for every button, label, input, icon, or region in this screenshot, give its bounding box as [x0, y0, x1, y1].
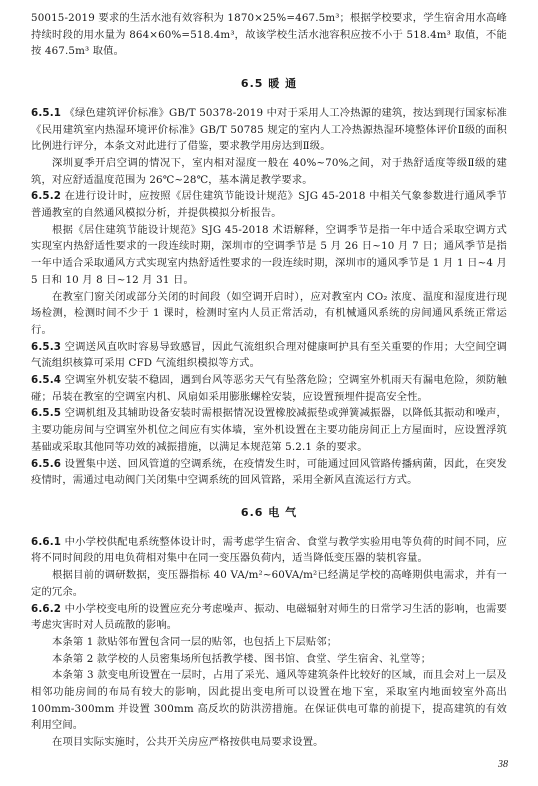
clause-6-6-2-para-5: 在项目实际实施时，公共开关房应严格按供电局要求设置。 — [52, 736, 324, 749]
clause-text: 中小学校供配电系统整体设计时，需考虑学生宿舍、食堂与教学实验用电等负荷的时间不同，应将不同时间段的用电负荷相对集中在同一变压器负荷内，适当降低变压器的装机容量。 — [31, 535, 507, 565]
clause-number: 6.5.5 — [31, 407, 62, 420]
clause-6-5-2-para-2: 根据《居住建筑节能设计规范》SJG 45-2018 术语解释，空调季节是指一年中适合采取空调方式实现室内热舒适性要求的一段连续时期，深圳市的空调季节是 5 月 26 日~10 月 7 日；通风季节是指一年中适合采取通风方式实现室内热舒适性要求的一段连续时期，深圳市的通风季节是 1 月 1 日~4 月 5 日和 10 月 8 日~12 月 31 日。 — [31, 223, 507, 286]
section-heading-electrical: 6.6 电 气 — [240, 505, 298, 519]
clause-number: 6.6.1 — [31, 535, 62, 548]
clause-text: 在进行设计时，应按照《居住建筑节能设计规范》SJG 45-2018 中相关气象参数进行通风季节普通教室的自然通风模拟分析，并提供模拟分析报告。 — [31, 190, 507, 220]
page-content — [31, 10, 507, 751]
clause-6-5-6 — [31, 456, 507, 489]
clause-text: 空调送风直吹时容易导致感冒，因此气流组织合理对健康呵护具有至关重要的作用；大空间空调气流组织核算可采用 CFD 气流组织模拟等方式。 — [31, 340, 507, 370]
clause-text: 空调室外机安装不稳固，遇到台风等恶劣天气有坠落危险；空调室外机雨天有漏电危险，须防触碰；吊装在教室的空调室内机、风扇如采用膨胀螺栓安装，应设置预埋件提高安全性。 — [31, 374, 507, 403]
clause-6-5-3 — [31, 339, 507, 372]
clause-number: 6.5.3 — [31, 340, 62, 353]
clause-text: 《绿色建筑评价标准》GB/T 50378-2019 中对于采用人工冷热源的建筑，按达到现行国家标准《民用建筑室内热湿环境评价标准》GB/T 50785 规定的室内人工冷热源热湿环境整体评价Ⅱ级的面积比例进行评分，本条文对此进行了借鉴，要求教学用房达到Ⅱ级。 — [31, 106, 507, 153]
clause-6-6-1-para-2: 根据目前的调研数据，变压器指标 40 VA/m²~60VA/m²已经满足学校的高峰期供电需求，并有一定的冗余。 — [31, 569, 507, 598]
clause-6-5-1-para-2: 深圳夏季开启空调的情况下，室内相对湿度一般在 40%~70%之间，对于热舒适度等级Ⅱ级的建筑，对应舒适温度范围为 26℃~28℃，基本满足教学要求。 — [31, 156, 507, 186]
clause-number: 6.5.1 — [31, 106, 62, 119]
clause-text: 中小学校变电所的设置应充分考虑噪声、振动、电磁辐射对师生的日常学习生活的影响，也需要考虑灾害时对人员疏散的影响。 — [31, 602, 507, 632]
clause-number: 6.5.2 — [31, 190, 62, 203]
clause-6-6-2 — [31, 601, 507, 634]
clause-6-6-2-para-2: 本条第 1 款贴邻布置包含同一层的贴邻，也包括上下层贴邻； — [52, 635, 338, 648]
page-number: 38 — [498, 759, 508, 770]
clause-6-6-1 — [31, 534, 507, 567]
section-heading-hvac: 6.5 暖 通 — [240, 77, 298, 91]
clause-6-6-2-para-3: 本条第 2 款学校的人员密集场所包括教学楼、图书馆、食堂、学生宿舍、礼堂等； — [52, 652, 432, 665]
clause-6-5-4 — [31, 372, 507, 405]
clause-number: 6.5.4 — [31, 374, 62, 387]
clause-6-5-5 — [31, 405, 507, 455]
clause-6-5-1 — [31, 105, 507, 155]
clause-text: 设置集中送、回风管道的空调系统，在疫情发生时，可能通过回风管路传播病菌，因此，在突发疫情时，需通过电动阀门关闭集中空调系统的回风管路，采用全新风直流运行方式。 — [31, 457, 507, 487]
clause-number: 6.5.6 — [31, 457, 62, 470]
clause-6-6-2-para-4: 本条第 3 款变电所设置在一层时，占用了采光、通风等建筑条件比较好的区域，而且会对上一层及相邻功能房间的布局有较大的影响，因此提出变电所可以设置在地下室，采取室内地面较室外高出 100mm-300mm 并设置 300mm 高反坎的防洪涝措施。在保证供电可靠的前提下，提高建筑的有效利用空间。 — [31, 669, 507, 732]
clause-6-5-2 — [31, 188, 507, 221]
clause-number: 6.6.2 — [31, 602, 62, 615]
paragraph-continuation: 50015-2019 要求的生活水池有效容积为 1870×25%=467.5m³；根据学校要求，学生宿舍用水高峰持续时段的用水量为 864×60%=518.4m³，故该学校生活水池容积应按不小于 518.4m³ 取值，不能按 467.5m³ 取值。 — [31, 12, 507, 58]
clause-6-5-2-para-3: 在教室门窗关闭或部分关闭的时间段（如空调开启时），应对教室内 CO₂ 浓度、温度和湿度进行现场检测，检测时间不少于 1 课时，检测时室内人员正常活动，有机械通风系统的房间通风系统正常运行。 — [31, 290, 507, 336]
clause-text: 空调机组及其辅助设备安装时需根据情况设置橡胶减振垫或弹簧减振器，以降低其振动和噪声，主要功能房间与空调室外机位之间应有实体墙，室外机设置在主要功能房间正上方屋面时，应设置浮筑基础或采取其他同等功效的减振措施，以满足本规范第 5.2.1 条的要求。 — [31, 407, 507, 453]
